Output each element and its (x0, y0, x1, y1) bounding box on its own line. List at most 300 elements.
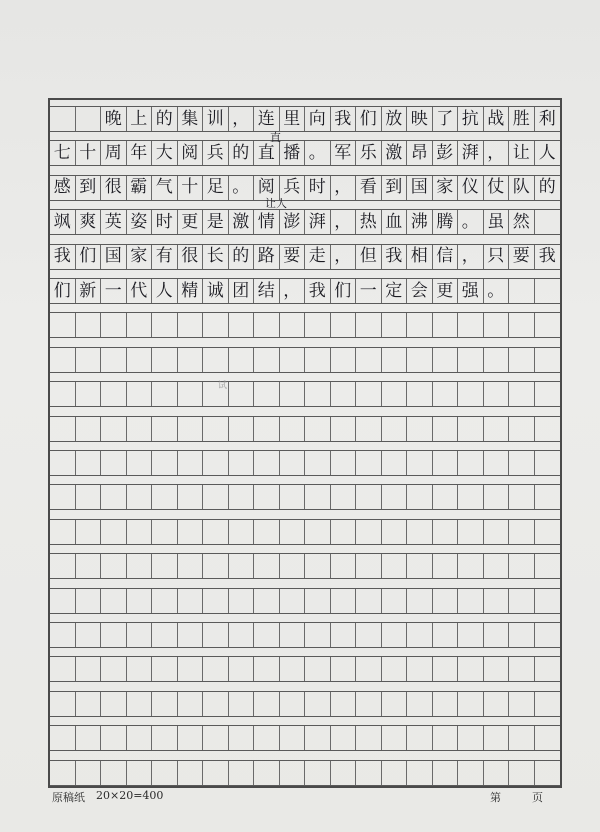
grid-cell: 的 (538, 177, 556, 198)
grid-cell (127, 451, 153, 475)
grid-cell: 我 (382, 245, 408, 269)
grid-cell: 抗 (458, 107, 484, 131)
grid-cell (101, 451, 127, 475)
grid-cell (382, 451, 408, 475)
grid-cell (76, 417, 102, 441)
grid-cell (127, 417, 153, 441)
grid-cell: 更 (433, 279, 459, 303)
grid-cell (127, 382, 153, 406)
grid-cell (203, 761, 229, 785)
grid-cell: 但 (356, 245, 382, 269)
grid-cell (484, 520, 510, 544)
grid-row (50, 760, 560, 786)
grid-cell (458, 520, 484, 544)
grid-cell (101, 692, 127, 716)
grid-cell (305, 554, 331, 578)
grid-cell (178, 485, 204, 509)
grid-cell (254, 451, 280, 475)
grid-cell: 走 (305, 245, 331, 269)
grid-cell (178, 313, 204, 337)
grid-cell (458, 382, 484, 406)
page-suffix: 页 (532, 791, 543, 804)
grid-cell (484, 589, 510, 613)
grid-cell (152, 692, 178, 716)
grid-cell: 定 (382, 279, 408, 303)
grid-cell (229, 417, 255, 441)
grid-cell (305, 485, 331, 509)
grid-cell (127, 692, 153, 716)
grid-cell (484, 761, 510, 785)
grid-cell (127, 657, 153, 681)
grid-cell (280, 554, 306, 578)
grid-cell (356, 692, 382, 716)
grid-cell (101, 657, 127, 681)
grid-cell (127, 726, 153, 750)
grid-cell (152, 554, 178, 578)
grid-cell (356, 348, 382, 372)
grid-cell (127, 554, 153, 578)
grid-cell (382, 417, 408, 441)
grid-cell (407, 726, 433, 750)
grid-cell (305, 451, 331, 475)
grid-cell (356, 589, 382, 613)
grid-row (50, 622, 560, 648)
grid-cell (458, 589, 484, 613)
grid-cell (76, 382, 102, 406)
grid-cell: 仗 (484, 176, 510, 200)
grid-cell (535, 623, 561, 647)
grid-cell (407, 761, 433, 785)
grid-cell (458, 417, 484, 441)
grid-cell (127, 313, 153, 337)
grid-cell (382, 348, 408, 372)
grid-cell (178, 417, 204, 441)
grid-cell (407, 451, 433, 475)
grid-cell (407, 692, 433, 716)
grid-cell: 激 (229, 210, 255, 234)
grid-cell (382, 692, 408, 716)
grid-cell: 要 (509, 245, 535, 269)
grid-cell (407, 589, 433, 613)
grid-cell (127, 761, 153, 785)
grid-cell (229, 313, 255, 337)
grid-cell (382, 623, 408, 647)
grid-cell: 相 (407, 245, 433, 269)
grid-cell (305, 348, 331, 372)
grid-cell (484, 451, 510, 475)
grid-cell (433, 382, 459, 406)
grid-cell (535, 657, 561, 681)
grid-cell (127, 589, 153, 613)
grid-cell (76, 657, 102, 681)
grid-cell: 映 (407, 107, 433, 131)
grid-cell (178, 554, 204, 578)
grid-cell (76, 485, 102, 509)
grid-cell: 精 (178, 279, 204, 303)
grid-cell (509, 279, 535, 303)
grid-cell (484, 623, 510, 647)
page-prefix: 第 (490, 791, 501, 804)
grid-cell (433, 485, 459, 509)
grid-spec: 20×20=400 (96, 789, 164, 802)
grid-cell (433, 451, 459, 475)
grid-cell (229, 761, 255, 785)
grid-cell: 热 (356, 210, 382, 234)
grid-cell: 年 (127, 141, 153, 165)
grid-row (50, 244, 560, 270)
grid-row (50, 381, 560, 407)
grid-cell (433, 417, 459, 441)
grid-cell: 路 (254, 245, 280, 269)
grid-cell: 七 (50, 141, 76, 165)
grid-cell (382, 554, 408, 578)
grid-cell (509, 313, 535, 337)
grid-cell: 。 (229, 176, 255, 200)
grid-row (50, 553, 560, 579)
grid-cell (203, 589, 229, 613)
grid-cell (229, 382, 255, 406)
grid-row (50, 691, 560, 717)
grid-cell (509, 348, 535, 372)
grid-cell (407, 382, 433, 406)
grid-cell (280, 657, 306, 681)
grid-cell: 直 (254, 141, 280, 165)
grid-cell: 结 (254, 279, 280, 303)
grid-cell (356, 726, 382, 750)
grid-cell (484, 417, 510, 441)
grid-cell (254, 692, 280, 716)
grid-cell (331, 554, 357, 578)
grid-cell (535, 451, 561, 475)
grid-cell (178, 623, 204, 647)
grid-cell: 信 (433, 245, 459, 269)
grid-cell (50, 589, 76, 613)
grid-cell (509, 520, 535, 544)
grid-cell: 军 (331, 141, 357, 165)
grid-cell: 湃 (458, 141, 484, 165)
grid-cell (484, 554, 510, 578)
grid-cell: ， (331, 245, 357, 269)
grid-cell (280, 520, 306, 544)
grid-cell (152, 382, 178, 406)
grid-cell (254, 485, 280, 509)
grid-cell: 足 (203, 176, 229, 200)
grid-cell: 诚 (203, 279, 229, 303)
grid-cell (331, 313, 357, 337)
grid-cell (50, 382, 76, 406)
grid-cell (178, 761, 204, 785)
grid-cell (178, 348, 204, 372)
grid-row (50, 140, 560, 166)
grid-cell: 十 (76, 141, 102, 165)
grid-cell (50, 692, 76, 716)
grid-cell: 虽 (484, 210, 510, 234)
grid-cell (50, 726, 76, 750)
grid-cell (280, 417, 306, 441)
inserted-text: 让人 (265, 197, 287, 210)
grid-cell: 然 (509, 210, 535, 234)
grid-row (50, 175, 560, 201)
grid-cell: 一 (101, 279, 127, 303)
grid-cell (356, 485, 382, 509)
grid-cell (331, 692, 357, 716)
grid-cell (101, 485, 127, 509)
grid-cell (101, 382, 127, 406)
grid-cell (407, 520, 433, 544)
grid-cell: 腾 (433, 210, 459, 234)
grid-cell (356, 520, 382, 544)
grid-cell (458, 761, 484, 785)
grid-cell (305, 726, 331, 750)
grid-cell: 昂 (407, 141, 433, 165)
grid-cell: 我 (331, 107, 357, 131)
grid-cell (280, 589, 306, 613)
grid-cell (509, 589, 535, 613)
grid-row (50, 450, 560, 476)
grid-cell (356, 761, 382, 785)
grid-cell: 姿 (127, 210, 153, 234)
grid-cell: 很 (178, 245, 204, 269)
grid-cell (101, 589, 127, 613)
grid-cell (433, 348, 459, 372)
grid-cell (382, 520, 408, 544)
grid-cell (407, 313, 433, 337)
grid-cell: ， (229, 107, 255, 131)
grid-cell: 我 (50, 245, 76, 269)
grid-cell: 很 (101, 176, 127, 200)
grid-cell (535, 382, 561, 406)
grid-cell: 长 (203, 245, 229, 269)
grid-cell (50, 485, 76, 509)
grid-cell (509, 657, 535, 681)
grid-cell (407, 657, 433, 681)
grid-cell (382, 313, 408, 337)
grid-cell (152, 417, 178, 441)
grid-cell (305, 520, 331, 544)
grid-cell (229, 623, 255, 647)
grid-cell (203, 485, 229, 509)
grid-cell (76, 313, 102, 337)
grid-cell (356, 313, 382, 337)
grid-cell (76, 554, 102, 578)
grid-cell (178, 726, 204, 750)
grid-cell (50, 657, 76, 681)
grid-cell (382, 657, 408, 681)
grid-cell (356, 417, 382, 441)
grid-row (50, 347, 560, 373)
grid-cell (305, 382, 331, 406)
grid-cell (101, 554, 127, 578)
grid-cell: 有 (152, 245, 178, 269)
grid-cell (203, 554, 229, 578)
grid-cell (382, 589, 408, 613)
grid-cell (407, 485, 433, 509)
grid-cell: ， (331, 210, 357, 234)
grid-cell (203, 623, 229, 647)
grid-cell: 国 (407, 176, 433, 200)
grid-cell (229, 726, 255, 750)
grid-cell (101, 726, 127, 750)
grid-cell: 只 (484, 245, 510, 269)
grid-cell (305, 692, 331, 716)
grid-cell (254, 348, 280, 372)
grid-cell (433, 589, 459, 613)
grid-cell: 气 (152, 176, 178, 200)
grid-cell (484, 726, 510, 750)
grid-cell (254, 313, 280, 337)
grid-cell (178, 451, 204, 475)
grid-cell: 团 (229, 279, 255, 303)
grid-cell: 利 (538, 108, 556, 129)
grid-cell (229, 520, 255, 544)
grid-cell: 我 (538, 246, 556, 267)
grid-cell (535, 554, 561, 578)
grid-cell (203, 348, 229, 372)
grid-cell (458, 657, 484, 681)
grid-cell (152, 485, 178, 509)
grid-cell: 们 (331, 279, 357, 303)
grid-cell (127, 485, 153, 509)
grid-cell (484, 657, 510, 681)
grid-cell (152, 623, 178, 647)
grid-cell (484, 313, 510, 337)
grid-cell: ， (458, 245, 484, 269)
grid-cell (331, 451, 357, 475)
grid-cell: 向 (305, 107, 331, 131)
grid-cell (254, 623, 280, 647)
inserted-char: 直 (270, 131, 281, 144)
grid-cell: 大 (152, 141, 178, 165)
grid-cell: 。 (484, 279, 510, 303)
grid-cell (433, 554, 459, 578)
grid-cell: 一 (356, 279, 382, 303)
grid-cell (484, 348, 510, 372)
grid-cell: 周 (101, 141, 127, 165)
grid-cell (509, 417, 535, 441)
grid-cell (433, 657, 459, 681)
grid-cell (331, 726, 357, 750)
grid-cell (152, 451, 178, 475)
grid-row (50, 588, 560, 614)
grid-cell (509, 554, 535, 578)
grid-cell: 情 (254, 210, 280, 234)
grid-cell (484, 485, 510, 509)
grid-cell (50, 313, 76, 337)
grid-cell (356, 554, 382, 578)
grid-cell: 放 (382, 107, 408, 131)
grid-cell (509, 623, 535, 647)
grid-cell: 上 (127, 107, 153, 131)
grid-cell (254, 589, 280, 613)
grid-row (50, 416, 560, 442)
grid-cell (356, 657, 382, 681)
grid-cell (50, 623, 76, 647)
grid-row (50, 519, 560, 545)
grid-cell: 训 (203, 107, 229, 131)
grid-cell (254, 417, 280, 441)
grid-cell (331, 623, 357, 647)
grid-cell (382, 726, 408, 750)
grid-cell: 集 (178, 107, 204, 131)
grid-cell (50, 348, 76, 372)
grid-cell (535, 520, 561, 544)
grid-cell (280, 623, 306, 647)
grid-cell: 爽 (76, 210, 102, 234)
grid-cell (152, 589, 178, 613)
grid-cell (509, 726, 535, 750)
grid-cell (407, 348, 433, 372)
grid-cell: 的 (229, 141, 255, 165)
grid-cell (280, 382, 306, 406)
grid-cell (280, 348, 306, 372)
grid-cell (305, 623, 331, 647)
grid-cell (535, 210, 561, 234)
grid-cell (127, 623, 153, 647)
grid-cell (458, 692, 484, 716)
grid-cell (509, 382, 535, 406)
grid-cell (76, 726, 102, 750)
grid-cell: 们 (356, 107, 382, 131)
grid-cell: 国 (101, 245, 127, 269)
grid-cell: 时 (305, 176, 331, 200)
grid-cell (356, 623, 382, 647)
grid-cell (458, 451, 484, 475)
grid-cell (254, 520, 280, 544)
grid-cell (535, 348, 561, 372)
grid-row (50, 278, 560, 304)
grid-cell: 兵 (280, 176, 306, 200)
grid-cell (484, 382, 510, 406)
grid-cell (76, 520, 102, 544)
grid-cell: 战 (484, 107, 510, 131)
grid-cell (229, 657, 255, 681)
grid-cell (458, 554, 484, 578)
grid-cell (152, 520, 178, 544)
grid-cell: 家 (433, 176, 459, 200)
grid-cell (535, 313, 561, 337)
grid-cell: 要 (280, 245, 306, 269)
grid-cell (433, 761, 459, 785)
grid-cell (509, 761, 535, 785)
grid-row (50, 484, 560, 510)
grid-cell (535, 726, 561, 750)
grid-cell (458, 485, 484, 509)
grid-cell (356, 451, 382, 475)
grid-cell: 连 (254, 107, 280, 131)
grid-cell (76, 589, 102, 613)
grid-cell (203, 657, 229, 681)
grid-cell: 霸 (127, 176, 153, 200)
grid-cell (280, 761, 306, 785)
grid-cell (203, 520, 229, 544)
writing-grid (48, 98, 562, 788)
grid-cell (50, 107, 76, 131)
grid-cell: 英 (101, 210, 127, 234)
grid-cell: 播 (280, 141, 306, 165)
grid-cell (76, 761, 102, 785)
grid-cell (50, 761, 76, 785)
grid-cell (50, 451, 76, 475)
grid-cell: 代 (127, 279, 153, 303)
grid-cell: 我 (305, 279, 331, 303)
grid-cell (535, 692, 561, 716)
grid-cell (458, 726, 484, 750)
grid-cell (178, 589, 204, 613)
grid-cell: ， (331, 176, 357, 200)
grid-cell: 了 (433, 107, 459, 131)
grid-cell: 人 (152, 279, 178, 303)
grid-row (50, 725, 560, 751)
